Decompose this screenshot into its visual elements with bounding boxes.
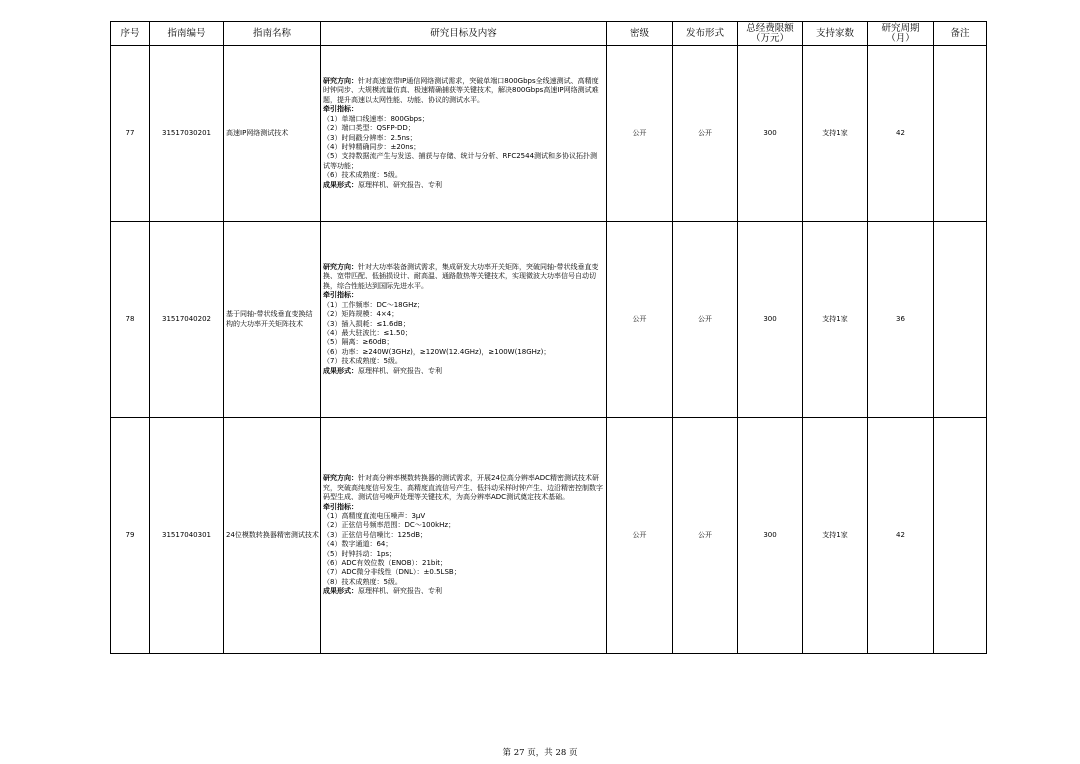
indicator-item: （4）时钟精确同步：±20ns； [323, 142, 421, 151]
result-form [323, 587, 604, 596]
cell-secrecy: 公开 [607, 46, 673, 222]
cell-remark [934, 46, 987, 222]
result-text: 原理样机、研究报告、专利 [358, 366, 442, 375]
cell-period: 42 [868, 418, 934, 654]
page-footer: 第 27 页，共 28 页 [502, 748, 578, 758]
result-label: 成果形式： [323, 366, 358, 375]
direction-text: 针对高速宽带IP通信网络测试需求，突破单端口800Gbps全线速测试、高精度时钟同步、大规模流量仿真、极速精确捕获等关键技术，解决800Gbps高速IP网络测试难题，提升高速以太网性能、功能、协议的测试水平。 [323, 77, 599, 104]
cell-secrecy: 公开 [607, 222, 673, 418]
indicator-item: （3）时间戳分辨率：2.5ns； [323, 133, 417, 142]
indicator-label: 牵引指标： [323, 502, 358, 511]
indicator-item: （4）数字通道：64； [323, 540, 393, 549]
table-row [111, 222, 987, 418]
result-form [323, 367, 604, 376]
indicator-label: 牵引指标： [323, 291, 358, 300]
cell-no: 79 [111, 418, 150, 654]
indicator-item: （1）高精度直流电压噪声：3μV [323, 511, 426, 520]
cell-period: 42 [868, 46, 934, 222]
cell-name: 24位模数转换器精密测试技术 [224, 418, 321, 654]
header-secrecy: 密级 [607, 22, 673, 46]
header-row [111, 22, 987, 46]
header-budget-line1: 总经费限额 [746, 22, 794, 34]
indicator-label: 牵引指标： [323, 105, 358, 114]
cell-budget: 300 [738, 222, 803, 418]
research-direction [323, 77, 604, 105]
direction-text: 针对大功率装备测试需求，集成研发大功率开关矩阵，突破同轴-带状线垂直变换、宽带匹配、低插损设计、耐高温、通路散热等关键技术，实现微波大功率信号自动切换，综合性能达到国际先进水平。 [323, 263, 599, 290]
indicator-item: （7）ADC微分非线性（DNL）：±0.5LSB； [323, 568, 461, 577]
result-label: 成果形式： [323, 587, 358, 596]
indicator-item: （8）技术成熟度：5级。 [323, 577, 402, 586]
direction-label: 研究方向： [323, 474, 358, 483]
direction-text: 针对高分辨率模数转换器的测试需求，开展24位高分辨率ADC精密测试技术研究，突破高纯度信号发生、高精度直流信号产生、低抖动采样时钟产生、边沿精密控制数字码型生成、测试信号噪声处理等关键技术，为高分辨率ADC测试奠定技术基础。 [323, 474, 603, 502]
header-code: 指南编号 [150, 22, 224, 46]
indicator-item: （6）技术成熟度：5级。 [323, 171, 402, 180]
table-row [111, 418, 987, 654]
cell-remark [934, 418, 987, 654]
table-row [111, 46, 987, 222]
header-no: 序号 [111, 22, 150, 46]
result-text: 原理样机、研究报告、专利 [358, 587, 442, 596]
cell-remark [934, 222, 987, 418]
indicator-item: （5）隔离：≥60dB； [323, 338, 394, 347]
indicator-item: （6）ADC有效位数（ENOB）：21bit； [323, 559, 448, 568]
indicator-item: （5）时钟抖动：1ps； [323, 549, 396, 558]
indicator-item: （1）单端口线速率：800Gbps； [323, 114, 429, 123]
cell-publish: 公开 [673, 46, 738, 222]
cell-code: 31517040301 [150, 418, 224, 654]
header-support: 支持家数 [803, 22, 868, 46]
header-remark: 备注 [934, 22, 987, 46]
cell-no: 77 [111, 46, 150, 222]
cell-period: 36 [868, 222, 934, 418]
header-content: 研究目标及内容 [321, 22, 607, 46]
result-form [323, 181, 604, 190]
result-text: 原理样机、研究报告、专利 [358, 180, 442, 189]
indicator-item: （4）最大驻波比：≤1.50； [323, 328, 412, 337]
research-direction [323, 474, 604, 502]
cell-secrecy: 公开 [607, 418, 673, 654]
header-name: 指南名称 [224, 22, 321, 46]
cell-content [321, 46, 607, 222]
indicator-item: （3）正弦信号信噪比：125dB； [323, 530, 428, 539]
indicator-item: （7）技术成熟度：5级。 [323, 357, 402, 366]
cell-code: 31517030201 [150, 46, 224, 222]
research-direction [323, 263, 604, 291]
header-period-line2: （月） [886, 32, 915, 44]
indicator-item: （2）端口类型：QSFP-DD； [323, 124, 415, 133]
cell-name: 基于同轴-带状线垂直变换结构的大功率开关矩阵技术 [224, 222, 321, 418]
indicator-item: （1）工作频率：DC～18GHz； [323, 300, 425, 309]
header-period-line1: 研究周期 [881, 22, 920, 34]
cell-support: 支持1家 [803, 222, 868, 418]
direction-label: 研究方向： [323, 263, 358, 272]
header-budget-line2: （万元） [750, 32, 789, 44]
header-budget [738, 22, 803, 46]
header-period [868, 22, 934, 46]
cell-budget: 300 [738, 46, 803, 222]
cell-support: 支持1家 [803, 46, 868, 222]
cell-publish: 公开 [673, 222, 738, 418]
indicator-item: （2）矩阵规模：4×4； [323, 310, 399, 319]
header-publish: 发布形式 [673, 22, 738, 46]
direction-label: 研究方向： [323, 77, 358, 86]
result-label: 成果形式： [323, 180, 358, 189]
indicator-item: （6）功率：≥240W(3GHz)，≥120W(12.4GHz)，≥100W(18GHz)； [323, 347, 551, 356]
guide-table [110, 21, 987, 654]
cell-code: 31517040202 [150, 222, 224, 418]
cell-content [321, 418, 607, 654]
cell-publish: 公开 [673, 418, 738, 654]
cell-content [321, 222, 607, 418]
indicator-item: （3）插入损耗：≤1.6dB； [323, 319, 410, 328]
cell-name: 高速IP网络测试技术 [224, 46, 321, 222]
indicator-item: （2）正弦信号频率范围：DC～100kHz； [323, 521, 456, 530]
cell-support: 支持1家 [803, 418, 868, 654]
indicator-item: （5）支持数据流产生与发送、捕获与存储、统计与分析、RFC2544测试和多协议拓扑测试等功能； [323, 152, 598, 170]
cell-budget: 300 [738, 418, 803, 654]
cell-no: 78 [111, 222, 150, 418]
